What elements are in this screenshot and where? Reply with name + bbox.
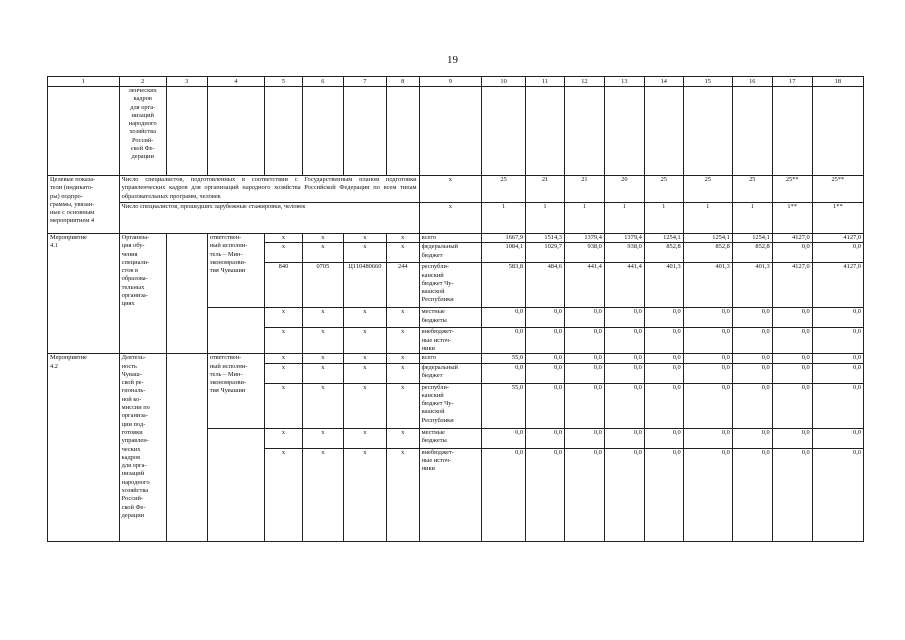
empty-cell bbox=[772, 87, 812, 176]
financing-value: 0,0 bbox=[683, 383, 732, 428]
column-number: 2 bbox=[119, 77, 166, 87]
empty-cell bbox=[166, 87, 207, 176]
target-indicator-text: Число специалистов, подготовленных в соответствии с Государственным планом подготовки управленческих кадров для организаций народного хозяйства Российской Федерации по всем типам образовательных программ, человек bbox=[119, 176, 419, 203]
financing-value: 852,8 bbox=[732, 243, 772, 263]
financing-value: 0,0 bbox=[526, 308, 565, 328]
financing-value: 0,0 bbox=[604, 354, 644, 363]
target-indicator-row bbox=[48, 176, 864, 203]
budget-code: х bbox=[386, 448, 419, 541]
financing-source: всего bbox=[419, 354, 481, 363]
financing-value: 0,0 bbox=[604, 383, 644, 428]
financing-value: 0,0 bbox=[812, 308, 863, 328]
target-indicator-value: 1 bbox=[732, 203, 772, 234]
target-indicator-value: 25 bbox=[644, 176, 683, 203]
column-number: 8 bbox=[386, 77, 419, 87]
financing-value: 0,0 bbox=[812, 354, 863, 363]
financing-value: 55,0 bbox=[482, 383, 526, 428]
column-number: 13 bbox=[604, 77, 644, 87]
target-indicator-value: 1** bbox=[772, 203, 812, 234]
financing-value: 0,0 bbox=[526, 448, 565, 541]
financing-value: 0,0 bbox=[683, 448, 732, 541]
financing-value: 0,0 bbox=[772, 243, 812, 263]
target-indicators-label: Целевые показа- тели (индикато- ры) подпро- граммы, увязан- ные с основным мероприятием 4 bbox=[48, 176, 120, 234]
financing-value: 0,0 bbox=[564, 354, 604, 363]
financing-value: 0,0 bbox=[526, 328, 565, 354]
financing-value: 0,0 bbox=[604, 363, 644, 383]
financing-value: 0,0 bbox=[732, 383, 772, 428]
budget-code: х bbox=[343, 308, 386, 328]
financing-value: 0,0 bbox=[482, 428, 526, 448]
budget-code: х bbox=[343, 354, 386, 363]
financing-value: 0,0 bbox=[604, 308, 644, 328]
financing-value: 441,4 bbox=[604, 263, 644, 308]
financing-value: 1254,1 bbox=[732, 234, 772, 243]
budget-code: х bbox=[386, 234, 419, 243]
financing-source: местные бюджеты bbox=[419, 428, 481, 448]
target-indicator-value: 1 bbox=[564, 203, 604, 234]
event-name: Мероприятие 4.1 bbox=[48, 234, 120, 354]
financing-value: 0,0 bbox=[604, 448, 644, 541]
financing-value: 0,0 bbox=[604, 428, 644, 448]
financing-value: 0,0 bbox=[812, 328, 863, 354]
financing-source: всего bbox=[419, 234, 481, 243]
budget-code: х bbox=[265, 328, 303, 354]
financing-value: 0,0 bbox=[526, 354, 565, 363]
financing-source: республи- канский бюджет Чу- вашской Республики bbox=[419, 263, 481, 308]
financing-value: 0,0 bbox=[683, 308, 732, 328]
financing-source: федеральный бюджет bbox=[419, 243, 481, 263]
budget-code: 0705 bbox=[302, 263, 343, 308]
target-indicator-col9: х bbox=[419, 203, 481, 234]
financing-value: 4127,0 bbox=[812, 263, 863, 308]
target-indicator-value: 1 bbox=[526, 203, 565, 234]
target-indicator-row bbox=[48, 203, 864, 234]
financing-value: 0,0 bbox=[812, 383, 863, 428]
budget-code: х bbox=[302, 363, 343, 383]
budget-code: х bbox=[265, 308, 303, 328]
financing-value: 583,8 bbox=[482, 263, 526, 308]
target-indicator-value: 25** bbox=[812, 176, 863, 203]
empty-cell bbox=[732, 87, 772, 176]
budget-code: х bbox=[343, 383, 386, 428]
financing-value: 0,0 bbox=[564, 328, 604, 354]
budget-code: х bbox=[265, 448, 303, 541]
empty-cell bbox=[166, 354, 207, 541]
target-indicator-value: 21 bbox=[526, 176, 565, 203]
budget-code: х bbox=[265, 354, 303, 363]
financing-value: 1084,1 bbox=[482, 243, 526, 263]
column-number: 11 bbox=[526, 77, 565, 87]
financing-value: 1029,7 bbox=[526, 243, 565, 263]
financing-source: местные бюджеты bbox=[419, 308, 481, 328]
financing-value: 0,0 bbox=[482, 363, 526, 383]
financing-value: 0,0 bbox=[526, 363, 565, 383]
financing-value: 0,0 bbox=[772, 448, 812, 541]
financing-value: 0,0 bbox=[732, 328, 772, 354]
empty-cell bbox=[419, 87, 481, 176]
event-executor: ответствен- ный исполни- тель – Мин- экономразви- тия Чувашии bbox=[207, 354, 264, 428]
financing-value: 0,0 bbox=[683, 428, 732, 448]
event-executor: ответствен- ный исполни- тель – Мин- экономразви- тия Чувашии bbox=[207, 234, 264, 308]
financing-source: внебюджет- ные источ- ники bbox=[419, 448, 481, 541]
target-indicator-value: 25 bbox=[732, 176, 772, 203]
financing-value: 0,0 bbox=[644, 363, 683, 383]
empty-cell bbox=[207, 428, 264, 541]
event-description: Деятель- ность Чуваш- ской ре- гиональ- ной ко- миссии по организа- ции под- готовки управлен- ческих кадров для орга- низаций народного хозяйства Россий- ской Фе- дерации bbox=[119, 354, 166, 541]
target-indicator-value: 20 bbox=[604, 176, 644, 203]
event-financing-row bbox=[48, 234, 864, 243]
financing-value: 0,0 bbox=[732, 363, 772, 383]
financing-value: 0,0 bbox=[732, 448, 772, 541]
financing-value: 0,0 bbox=[644, 308, 683, 328]
financing-value: 0,0 bbox=[644, 428, 683, 448]
empty-cell bbox=[265, 87, 303, 176]
target-indicator-value: 21 bbox=[564, 176, 604, 203]
financing-value: 1379,4 bbox=[564, 234, 604, 243]
financing-value: 852,8 bbox=[683, 243, 732, 263]
budget-code: х bbox=[386, 428, 419, 448]
budget-code: х bbox=[386, 383, 419, 428]
empty-cell bbox=[683, 87, 732, 176]
budget-code: х bbox=[302, 243, 343, 263]
financing-value: 0,0 bbox=[482, 308, 526, 328]
budget-code: х bbox=[302, 354, 343, 363]
financing-value: 0,0 bbox=[564, 308, 604, 328]
financing-value: 0,0 bbox=[772, 383, 812, 428]
financing-value: 55,0 bbox=[482, 354, 526, 363]
column-number: 17 bbox=[772, 77, 812, 87]
financing-value: 0,0 bbox=[732, 428, 772, 448]
target-indicator-col9: х bbox=[419, 176, 481, 203]
budget-code: х bbox=[302, 328, 343, 354]
budget-code: 840 bbox=[265, 263, 303, 308]
financing-value: 0,0 bbox=[604, 328, 644, 354]
continuation-description: ленческих кадров для орга- низаций народного хозяйства Россий- ской Фе- дерации bbox=[119, 87, 166, 176]
budget-code: х bbox=[302, 428, 343, 448]
financing-value: 4127,0 bbox=[772, 234, 812, 243]
financing-value: 441,4 bbox=[564, 263, 604, 308]
budget-code: х bbox=[343, 448, 386, 541]
column-number: 12 bbox=[564, 77, 604, 87]
financing-value: 0,0 bbox=[683, 363, 732, 383]
financing-value: 0,0 bbox=[644, 354, 683, 363]
financing-value: 0,0 bbox=[812, 428, 863, 448]
budget-code: х bbox=[343, 243, 386, 263]
financing-value: 0,0 bbox=[732, 354, 772, 363]
financing-value: 401,3 bbox=[644, 263, 683, 308]
budget-code: х bbox=[265, 243, 303, 263]
column-number: 3 bbox=[166, 77, 207, 87]
column-number: 4 bbox=[207, 77, 264, 87]
financing-source: внебюджет- ные источ- ники bbox=[419, 328, 481, 354]
continuation-row bbox=[48, 87, 864, 176]
budget-code: х bbox=[302, 234, 343, 243]
financing-value: 938,0 bbox=[564, 243, 604, 263]
empty-cell bbox=[48, 87, 120, 176]
target-indicator-value: 25 bbox=[683, 176, 732, 203]
budget-code: х bbox=[302, 308, 343, 328]
financing-value: 0,0 bbox=[683, 354, 732, 363]
financing-value: 1379,4 bbox=[604, 234, 644, 243]
empty-cell bbox=[482, 87, 526, 176]
page-number: 19 bbox=[447, 54, 458, 66]
financing-source: республи- канский бюджет Чу- вашской Республики bbox=[419, 383, 481, 428]
financing-value: 484,6 bbox=[526, 263, 565, 308]
column-number: 1 bbox=[48, 77, 120, 87]
target-indicator-text: Число специалистов, прошедших зарубежные стажировки, человек bbox=[119, 203, 419, 234]
empty-cell bbox=[302, 87, 343, 176]
financing-value: 0,0 bbox=[644, 383, 683, 428]
target-indicator-value: 1 bbox=[482, 203, 526, 234]
column-number: 7 bbox=[343, 77, 386, 87]
column-number: 10 bbox=[482, 77, 526, 87]
program-table bbox=[47, 76, 864, 542]
financing-value: 0,0 bbox=[526, 428, 565, 448]
column-number: 18 bbox=[812, 77, 863, 87]
target-indicator-value: 25** bbox=[772, 176, 812, 203]
financing-value: 0,0 bbox=[812, 363, 863, 383]
financing-value: 401,3 bbox=[683, 263, 732, 308]
empty-cell bbox=[207, 87, 264, 176]
column-number: 9 bbox=[419, 77, 481, 87]
target-indicator-value: 1 bbox=[683, 203, 732, 234]
financing-value: 0,0 bbox=[564, 383, 604, 428]
target-indicator-value: 1 bbox=[604, 203, 644, 234]
financing-value: 0,0 bbox=[644, 328, 683, 354]
financing-value: 0,0 bbox=[772, 428, 812, 448]
financing-value: 0,0 bbox=[772, 308, 812, 328]
financing-value: 401,3 bbox=[732, 263, 772, 308]
column-number: 15 bbox=[683, 77, 732, 87]
budget-code: х bbox=[265, 234, 303, 243]
financing-value: 0,0 bbox=[482, 448, 526, 541]
target-indicator-value: 1 bbox=[644, 203, 683, 234]
financing-value: 0,0 bbox=[812, 448, 863, 541]
financing-value: 0,0 bbox=[772, 363, 812, 383]
budget-code: х bbox=[386, 308, 419, 328]
financing-value: 1667,9 bbox=[482, 234, 526, 243]
financing-value: 0,0 bbox=[644, 448, 683, 541]
empty-cell bbox=[166, 234, 207, 354]
financing-value: 0,0 bbox=[772, 328, 812, 354]
financing-source: федеральный бюджет bbox=[419, 363, 481, 383]
empty-cell bbox=[812, 87, 863, 176]
financing-value: 0,0 bbox=[564, 428, 604, 448]
financing-value: 0,0 bbox=[564, 363, 604, 383]
empty-cell bbox=[207, 308, 264, 354]
budget-code: х bbox=[386, 363, 419, 383]
table-body bbox=[48, 77, 864, 542]
financing-value: 1254,1 bbox=[644, 234, 683, 243]
column-number: 16 bbox=[732, 77, 772, 87]
event-financing-row bbox=[48, 354, 864, 363]
column-number: 14 bbox=[644, 77, 683, 87]
budget-code: х bbox=[265, 363, 303, 383]
budget-code: х bbox=[386, 354, 419, 363]
financing-value: 0,0 bbox=[732, 308, 772, 328]
empty-cell bbox=[343, 87, 386, 176]
budget-code: х bbox=[265, 383, 303, 428]
budget-code: х bbox=[343, 428, 386, 448]
budget-code: х bbox=[343, 234, 386, 243]
budget-code: х bbox=[343, 328, 386, 354]
budget-code: х bbox=[386, 243, 419, 263]
financing-value: 0,0 bbox=[812, 243, 863, 263]
column-number-row bbox=[48, 77, 864, 87]
financing-value: 4127,0 bbox=[812, 234, 863, 243]
column-number: 5 bbox=[265, 77, 303, 87]
budget-code: х bbox=[302, 448, 343, 541]
financing-value: 1254,1 bbox=[683, 234, 732, 243]
financing-value: 0,0 bbox=[683, 328, 732, 354]
budget-code: х bbox=[343, 363, 386, 383]
budget-code: х bbox=[302, 383, 343, 428]
financing-value: 1514,3 bbox=[526, 234, 565, 243]
empty-cell bbox=[604, 87, 644, 176]
financing-value: 852,8 bbox=[644, 243, 683, 263]
target-indicator-value: 25 bbox=[482, 176, 526, 203]
financing-value: 0,0 bbox=[526, 383, 565, 428]
budget-code: х bbox=[386, 328, 419, 354]
target-indicator-value: 1** bbox=[812, 203, 863, 234]
financing-value: 938,0 bbox=[604, 243, 644, 263]
budget-code: 244 bbox=[386, 263, 419, 308]
empty-cell bbox=[526, 87, 565, 176]
empty-cell bbox=[564, 87, 604, 176]
event-name: Мероприятие 4.2 bbox=[48, 354, 120, 541]
column-number: 6 bbox=[302, 77, 343, 87]
empty-cell bbox=[644, 87, 683, 176]
financing-value: 4127,0 bbox=[772, 263, 812, 308]
financing-value: 0,0 bbox=[772, 354, 812, 363]
budget-code: х bbox=[265, 428, 303, 448]
financing-value: 0,0 bbox=[564, 448, 604, 541]
financing-value: 0,0 bbox=[482, 328, 526, 354]
event-description: Организа- ция обу- чения специали- стов в образова- тельных организа- циях bbox=[119, 234, 166, 354]
empty-cell bbox=[386, 87, 419, 176]
budget-code: Ц110480660 bbox=[343, 263, 386, 308]
